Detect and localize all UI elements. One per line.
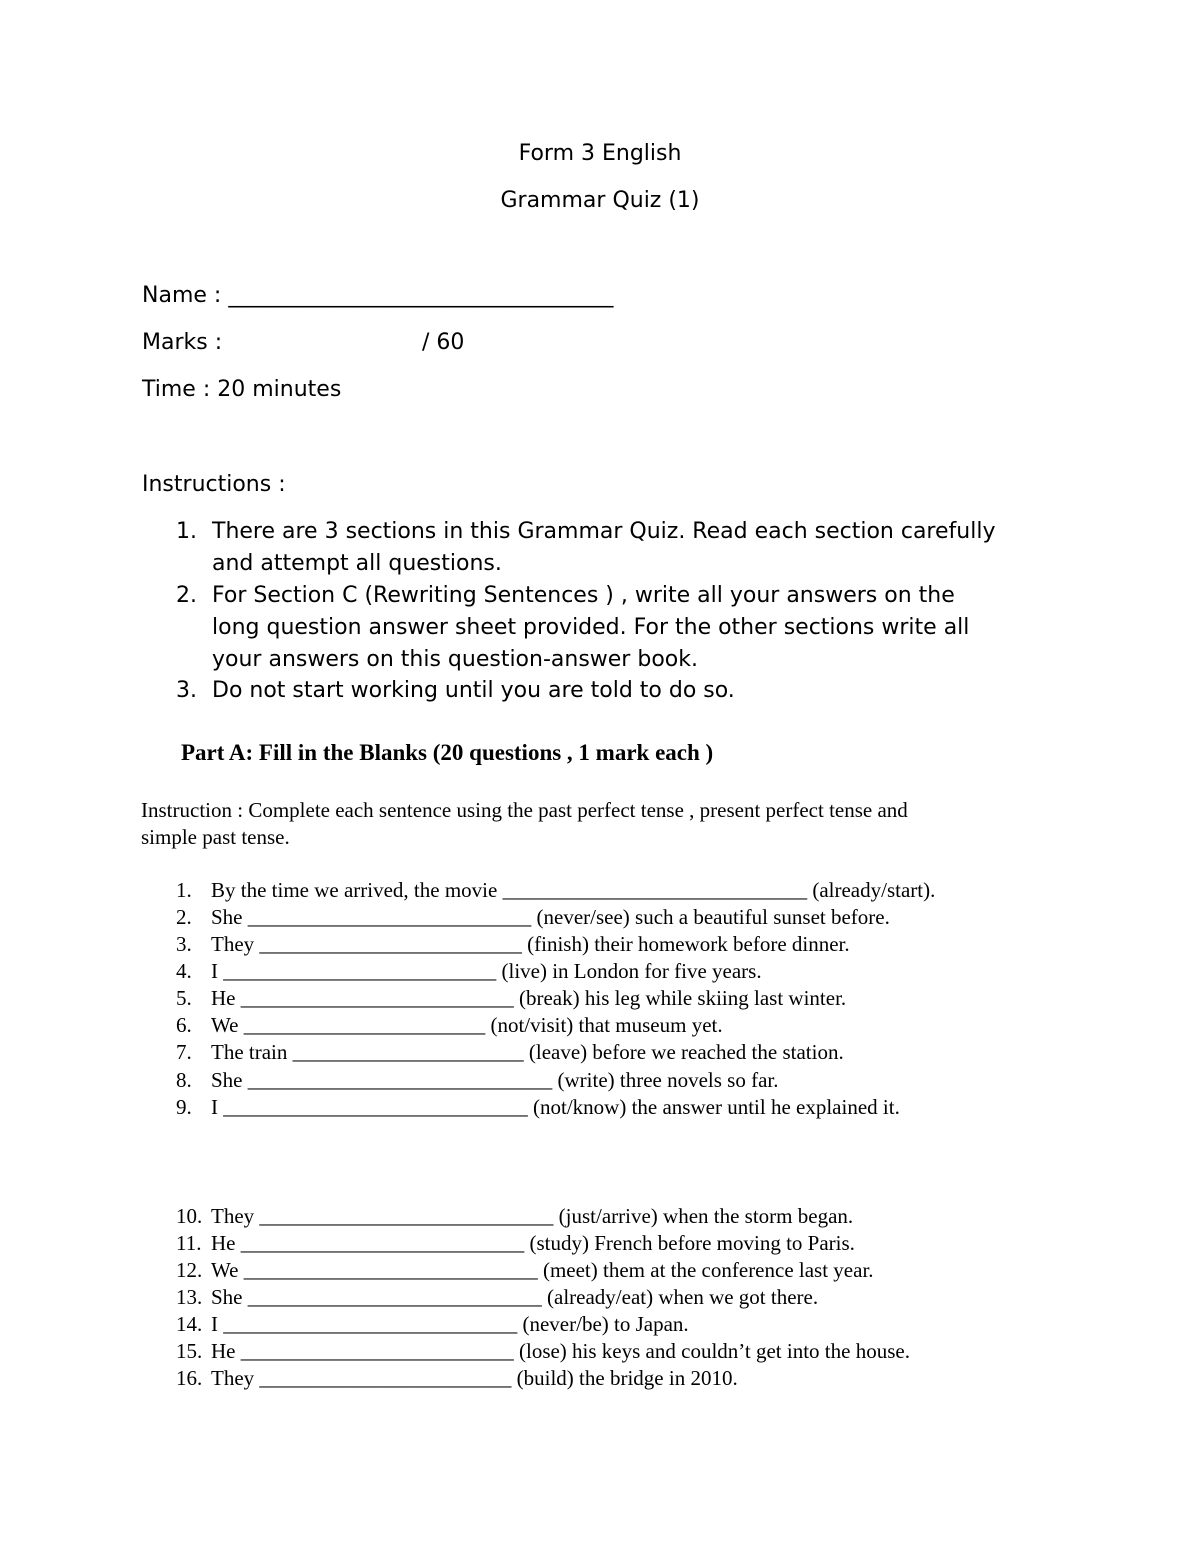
document-title: Form 3 English <box>518 141 682 166</box>
question-text: By the time we arrived, the movie _____________________________ (already/start). <box>211 878 936 902</box>
question-number: 2. <box>176 905 192 929</box>
question-number: 1. <box>176 878 192 902</box>
question-text: They _________________________ (finish) their homework before dinner. <box>211 932 850 956</box>
instruction-text-line: For Section C (Rewriting Sentences ) , write all your answers on the <box>212 583 955 608</box>
name-label: Name : <box>142 283 222 308</box>
part-a-heading: Part A: Fill in the Blanks (20 questions , 1 mark each ) <box>181 740 714 765</box>
question-text: I ____________________________ (never/be) to Japan. <box>211 1312 689 1336</box>
marks-label: Marks : <box>142 330 223 355</box>
question-number: 6. <box>176 1013 192 1037</box>
question-number: 3. <box>176 932 192 956</box>
question-number: 8. <box>176 1068 192 1092</box>
instruction-number: 2. <box>176 583 197 608</box>
instruction-text-line: and attempt all questions. <box>212 551 502 576</box>
instruction-text-line: Do not start working until you are told to do so. <box>212 678 735 703</box>
instructions-heading: Instructions : <box>142 472 286 497</box>
instruction-text-line: your answers on this question-answer book. <box>212 647 698 672</box>
question-number: 16. <box>176 1366 203 1390</box>
question-text: They ________________________ (build) the bridge in 2010. <box>211 1366 738 1390</box>
document-subtitle: Grammar Quiz (1) <box>500 188 700 213</box>
question-number: 9. <box>176 1095 192 1119</box>
question-text: She ___________________________ (never/see) such a beautiful sunset before. <box>211 905 890 929</box>
question-text: I _____________________________ (not/know) the answer until he explained it. <box>211 1095 900 1119</box>
question-text: She _____________________________ (write) three novels so far. <box>211 1068 779 1092</box>
part-a-instruction-line: simple past tense. <box>141 825 290 849</box>
question-text: They ____________________________ (just/arrive) when the storm began. <box>211 1204 854 1228</box>
instruction-text-line: long question answer sheet provided. For the other sections write all <box>212 615 970 640</box>
question-number: 12. <box>176 1258 203 1282</box>
question-number: 5. <box>176 986 192 1010</box>
question-number: 7. <box>176 1040 192 1064</box>
question-number: 14. <box>176 1312 203 1336</box>
part-a-instruction-line: Instruction : Complete each sentence using the past perfect tense , present perfect tense and <box>141 798 908 822</box>
question-number: 11. <box>176 1231 202 1255</box>
question-text: He __________________________ (break) his leg while skiing last winter. <box>211 986 847 1010</box>
question-number: 15. <box>176 1339 203 1363</box>
question-text: I __________________________ (live) in London for five years. <box>211 959 762 983</box>
question-text: He __________________________ (lose) his keys and couldn’t get into the house. <box>211 1339 910 1363</box>
question-number: 13. <box>176 1285 203 1309</box>
instruction-number: 3. <box>176 678 197 703</box>
instruction-text-line: There are 3 sections in this Grammar Quiz. Read each section carefully <box>212 519 996 544</box>
question-text: She ____________________________ (already/eat) when we got there. <box>211 1285 819 1309</box>
question-text: The train ______________________ (leave) before we reached the station. <box>211 1040 844 1064</box>
question-number: 4. <box>176 959 192 983</box>
name-field <box>142 283 613 308</box>
instruction-number: 1. <box>176 519 197 544</box>
question-text: We _______________________ (not/visit) that museum yet. <box>211 1013 723 1037</box>
question-text: We ____________________________ (meet) them at the conference last year. <box>211 1258 874 1282</box>
question-text: He ___________________________ (study) French before moving to Paris. <box>211 1231 855 1255</box>
question-number: 10. <box>176 1204 203 1228</box>
name-blank: ___________________________________ <box>228 283 614 308</box>
time-allowed: Time : 20 minutes <box>142 377 342 402</box>
marks-total: / 60 <box>422 330 465 355</box>
